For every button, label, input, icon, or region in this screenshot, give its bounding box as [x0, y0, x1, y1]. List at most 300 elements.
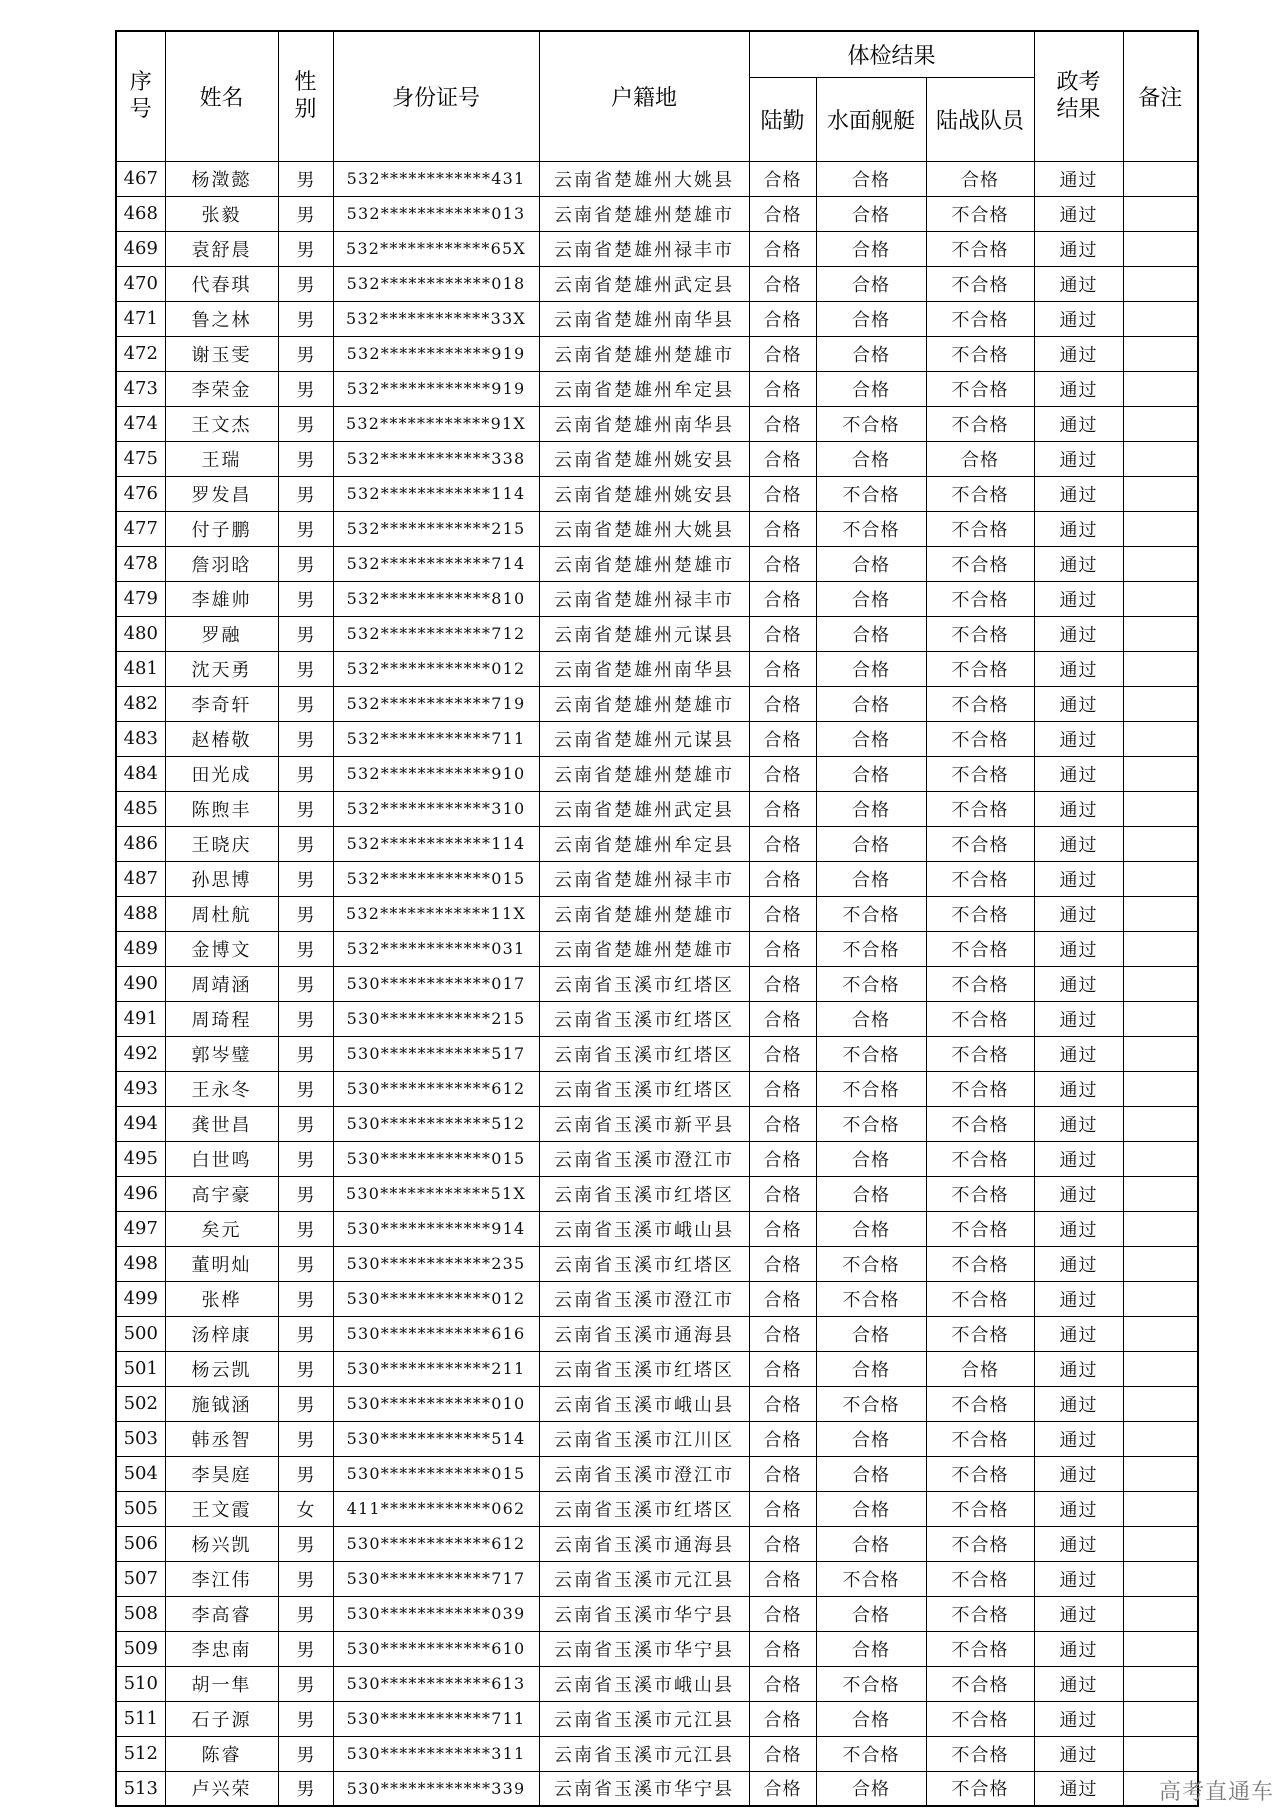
cell-surface-ship: 不合格 [816, 1281, 926, 1316]
cell-remark [1123, 371, 1198, 406]
cell-id-number: 530************039 [333, 1596, 539, 1631]
cell-seq: 474 [116, 406, 165, 441]
cell-name: 张桦 [165, 1281, 278, 1316]
cell-surface-ship: 合格 [816, 231, 926, 266]
cell-land-duty: 合格 [749, 1631, 816, 1666]
table-row [116, 756, 1198, 791]
cell-political: 通过 [1034, 721, 1123, 756]
cell-gender: 男 [278, 1106, 333, 1141]
cell-political: 通过 [1034, 581, 1123, 616]
cell-marine: 不合格 [926, 1736, 1034, 1771]
cell-hukou: 云南省楚雄州禄丰市 [539, 231, 749, 266]
cell-marine: 不合格 [926, 931, 1034, 966]
cell-surface-ship: 合格 [816, 861, 926, 896]
cell-marine: 不合格 [926, 1001, 1034, 1036]
cell-hukou: 云南省楚雄州南华县 [539, 406, 749, 441]
cell-remark [1123, 301, 1198, 336]
cell-name: 陈煦丰 [165, 791, 278, 826]
header-land-duty: 陆勤 [749, 77, 816, 161]
cell-id-number: 532************65X [333, 231, 539, 266]
cell-seq: 471 [116, 301, 165, 336]
table-row [116, 1491, 1198, 1526]
cell-name: 周靖涵 [165, 966, 278, 1001]
cell-hukou: 云南省玉溪市华宁县 [539, 1596, 749, 1631]
cell-id-number: 530************612 [333, 1071, 539, 1106]
cell-name: 李荣金 [165, 371, 278, 406]
cell-seq: 477 [116, 511, 165, 546]
cell-land-duty: 合格 [749, 1421, 816, 1456]
cell-gender: 男 [278, 441, 333, 476]
cell-land-duty: 合格 [749, 546, 816, 581]
cell-land-duty: 合格 [749, 756, 816, 791]
cell-id-number: 530************616 [333, 1316, 539, 1351]
cell-remark [1123, 1386, 1198, 1421]
cell-hukou: 云南省楚雄州大姚县 [539, 161, 749, 196]
cell-seq: 494 [116, 1106, 165, 1141]
cell-land-duty: 合格 [749, 406, 816, 441]
cell-surface-ship: 合格 [816, 196, 926, 231]
cell-marine: 不合格 [926, 791, 1034, 826]
cell-gender: 男 [278, 1176, 333, 1211]
cell-gender: 男 [278, 861, 333, 896]
cell-id-number: 530************017 [333, 966, 539, 1001]
table-row [116, 476, 1198, 511]
cell-hukou: 云南省玉溪市澄江市 [539, 1281, 749, 1316]
cell-remark [1123, 1456, 1198, 1491]
cell-land-duty: 合格 [749, 651, 816, 686]
cell-marine: 不合格 [926, 616, 1034, 651]
cell-hukou: 云南省玉溪市元江县 [539, 1701, 749, 1736]
cell-land-duty: 合格 [749, 441, 816, 476]
cell-hukou: 云南省玉溪市通海县 [539, 1526, 749, 1561]
table-row [116, 1631, 1198, 1666]
cell-political: 通过 [1034, 1141, 1123, 1176]
cell-marine: 不合格 [926, 546, 1034, 581]
cell-seq: 467 [116, 161, 165, 196]
cell-id-number: 532************012 [333, 651, 539, 686]
cell-remark [1123, 1176, 1198, 1211]
cell-id-number: 532************33X [333, 301, 539, 336]
table-row [116, 896, 1198, 931]
cell-land-duty: 合格 [749, 161, 816, 196]
table-row [116, 1421, 1198, 1456]
cell-seq: 510 [116, 1666, 165, 1701]
cell-id-number: 532************910 [333, 756, 539, 791]
cell-political: 通过 [1034, 1036, 1123, 1071]
cell-land-duty: 合格 [749, 1596, 816, 1631]
table-row [116, 406, 1198, 441]
cell-surface-ship: 合格 [816, 721, 926, 756]
cell-seq: 506 [116, 1526, 165, 1561]
cell-surface-ship: 合格 [816, 826, 926, 861]
table-row [116, 1211, 1198, 1246]
cell-remark [1123, 161, 1198, 196]
cell-surface-ship: 合格 [816, 1526, 926, 1561]
cell-political: 通过 [1034, 686, 1123, 721]
cell-remark [1123, 1701, 1198, 1736]
table-row [116, 1316, 1198, 1351]
cell-surface-ship: 合格 [816, 756, 926, 791]
cell-surface-ship: 合格 [816, 1316, 926, 1351]
cell-marine: 不合格 [926, 1421, 1034, 1456]
cell-name: 郭岑璧 [165, 1036, 278, 1071]
cell-seq: 496 [116, 1176, 165, 1211]
cell-political: 通过 [1034, 1071, 1123, 1106]
cell-remark [1123, 1316, 1198, 1351]
cell-gender: 男 [278, 1386, 333, 1421]
cell-political: 通过 [1034, 616, 1123, 651]
cell-land-duty: 合格 [749, 616, 816, 651]
cell-land-duty: 合格 [749, 826, 816, 861]
cell-gender: 男 [278, 1631, 333, 1666]
cell-remark [1123, 1211, 1198, 1246]
cell-remark [1123, 266, 1198, 301]
cell-remark [1123, 721, 1198, 756]
cell-id-number: 532************031 [333, 931, 539, 966]
cell-gender: 男 [278, 581, 333, 616]
cell-land-duty: 合格 [749, 1141, 816, 1176]
cell-seq: 497 [116, 1211, 165, 1246]
cell-gender: 男 [278, 616, 333, 651]
cell-political: 通过 [1034, 1701, 1123, 1736]
table-row [116, 1036, 1198, 1071]
cell-name: 赵椿敬 [165, 721, 278, 756]
cell-hukou: 云南省楚雄州楚雄市 [539, 896, 749, 931]
cell-name: 周琦程 [165, 1001, 278, 1036]
cell-id-number: 532************431 [333, 161, 539, 196]
cell-name: 陈睿 [165, 1736, 278, 1771]
cell-id-number: 530************914 [333, 1211, 539, 1246]
header-marine: 陆战队员 [926, 77, 1034, 161]
cell-land-duty: 合格 [749, 1106, 816, 1141]
cell-political: 通过 [1034, 791, 1123, 826]
cell-name: 高宇豪 [165, 1176, 278, 1211]
cell-seq: 484 [116, 756, 165, 791]
cell-land-duty: 合格 [749, 336, 816, 371]
header-name: 姓名 [165, 31, 278, 161]
cell-id-number: 530************613 [333, 1666, 539, 1701]
cell-gender: 男 [278, 371, 333, 406]
cell-name: 李奇轩 [165, 686, 278, 721]
table-header [116, 31, 1198, 161]
table-row [116, 1176, 1198, 1211]
table-row [116, 1561, 1198, 1596]
cell-name: 孙思博 [165, 861, 278, 896]
table-row [116, 266, 1198, 301]
cell-remark [1123, 1141, 1198, 1176]
cell-seq: 513 [116, 1771, 165, 1806]
cell-political: 通过 [1034, 406, 1123, 441]
cell-id-number: 532************719 [333, 686, 539, 721]
cell-gender: 男 [278, 1316, 333, 1351]
table-row [116, 651, 1198, 686]
header-physical-exam: 体检结果 [749, 31, 1034, 77]
cell-political: 通过 [1034, 1631, 1123, 1666]
cell-land-duty: 合格 [749, 196, 816, 231]
cell-hukou: 云南省玉溪市峨山县 [539, 1666, 749, 1701]
cell-political: 通过 [1034, 1771, 1123, 1806]
cell-surface-ship: 合格 [816, 1421, 926, 1456]
cell-name: 谢玉雯 [165, 336, 278, 371]
cell-political: 通过 [1034, 1596, 1123, 1631]
cell-gender: 男 [278, 546, 333, 581]
cell-name: 王永冬 [165, 1071, 278, 1106]
cell-political: 通过 [1034, 1666, 1123, 1701]
cell-surface-ship: 不合格 [816, 1561, 926, 1596]
cell-remark [1123, 791, 1198, 826]
table-body [116, 161, 1198, 1806]
cell-gender: 男 [278, 476, 333, 511]
cell-id-number: 532************310 [333, 791, 539, 826]
cell-hukou: 云南省玉溪市红塔区 [539, 1036, 749, 1071]
cell-hukou: 云南省楚雄州楚雄市 [539, 336, 749, 371]
cell-remark [1123, 441, 1198, 476]
cell-marine: 不合格 [926, 1106, 1034, 1141]
cell-remark [1123, 1106, 1198, 1141]
cell-surface-ship: 合格 [816, 1491, 926, 1526]
table-row [116, 1526, 1198, 1561]
cell-id-number: 532************114 [333, 476, 539, 511]
cell-surface-ship: 不合格 [816, 476, 926, 511]
cell-political: 通过 [1034, 1246, 1123, 1281]
cell-remark [1123, 546, 1198, 581]
cell-surface-ship: 不合格 [816, 1386, 926, 1421]
cell-political: 通过 [1034, 441, 1123, 476]
cell-hukou: 云南省楚雄州大姚县 [539, 511, 749, 546]
table-row [116, 581, 1198, 616]
cell-political: 通过 [1034, 196, 1123, 231]
cell-id-number: 532************810 [333, 581, 539, 616]
cell-surface-ship: 合格 [816, 1771, 926, 1806]
cell-hukou: 云南省玉溪市通海县 [539, 1316, 749, 1351]
cell-land-duty: 合格 [749, 966, 816, 1001]
cell-surface-ship: 合格 [816, 1631, 926, 1666]
cell-surface-ship: 合格 [816, 546, 926, 581]
table-row [116, 301, 1198, 336]
table-row [116, 721, 1198, 756]
cell-hukou: 云南省楚雄州元谋县 [539, 616, 749, 651]
cell-marine: 不合格 [926, 1596, 1034, 1631]
cell-marine: 不合格 [926, 1036, 1034, 1071]
table-row [116, 511, 1198, 546]
cell-gender: 男 [278, 931, 333, 966]
cell-marine: 合格 [926, 161, 1034, 196]
cell-marine: 不合格 [926, 1701, 1034, 1736]
cell-surface-ship: 合格 [816, 161, 926, 196]
cell-remark [1123, 1071, 1198, 1106]
cell-seq: 498 [116, 1246, 165, 1281]
cell-surface-ship: 不合格 [816, 896, 926, 931]
cell-seq: 500 [116, 1316, 165, 1351]
cell-hukou: 云南省玉溪市华宁县 [539, 1631, 749, 1666]
cell-seq: 507 [116, 1561, 165, 1596]
cell-surface-ship: 合格 [816, 1596, 926, 1631]
cell-land-duty: 合格 [749, 1001, 816, 1036]
cell-name: 代春琪 [165, 266, 278, 301]
cell-id-number: 532************919 [333, 336, 539, 371]
cell-seq: 512 [116, 1736, 165, 1771]
cell-seq: 486 [116, 826, 165, 861]
cell-name: 袁舒晨 [165, 231, 278, 266]
cell-marine: 不合格 [926, 1666, 1034, 1701]
cell-name: 李忠南 [165, 1631, 278, 1666]
cell-hukou: 云南省玉溪市澄江市 [539, 1456, 749, 1491]
cell-seq: 480 [116, 616, 165, 651]
cell-land-duty: 合格 [749, 1176, 816, 1211]
cell-political: 通过 [1034, 336, 1123, 371]
cell-name: 韩丞智 [165, 1421, 278, 1456]
table-row [116, 1771, 1198, 1806]
cell-hukou: 云南省玉溪市元江县 [539, 1736, 749, 1771]
cell-gender: 男 [278, 301, 333, 336]
cell-surface-ship: 合格 [816, 651, 926, 686]
cell-id-number: 530************517 [333, 1036, 539, 1071]
cell-remark [1123, 1491, 1198, 1526]
cell-marine: 不合格 [926, 231, 1034, 266]
cell-surface-ship: 不合格 [816, 511, 926, 546]
cell-remark [1123, 196, 1198, 231]
cell-marine: 不合格 [926, 581, 1034, 616]
cell-id-number: 411************062 [333, 1491, 539, 1526]
cell-political: 通过 [1034, 1001, 1123, 1036]
cell-remark [1123, 1246, 1198, 1281]
cell-marine: 不合格 [926, 1386, 1034, 1421]
cell-political: 通过 [1034, 1211, 1123, 1246]
cell-hukou: 云南省玉溪市华宁县 [539, 1771, 749, 1806]
cell-seq: 493 [116, 1071, 165, 1106]
cell-seq: 491 [116, 1001, 165, 1036]
cell-gender: 男 [278, 511, 333, 546]
cell-political: 通过 [1034, 1386, 1123, 1421]
cell-political: 通过 [1034, 1281, 1123, 1316]
cell-remark [1123, 1561, 1198, 1596]
watermark-text: 高考直通车 [1158, 1780, 1274, 1805]
table-row [116, 336, 1198, 371]
cell-political: 通过 [1034, 1561, 1123, 1596]
cell-seq: 509 [116, 1631, 165, 1666]
cell-remark [1123, 1736, 1198, 1771]
cell-id-number: 532************714 [333, 546, 539, 581]
cell-hukou: 云南省玉溪市红塔区 [539, 1001, 749, 1036]
table-row [116, 161, 1198, 196]
table-row [116, 1736, 1198, 1771]
cell-land-duty: 合格 [749, 476, 816, 511]
table-row [116, 686, 1198, 721]
cell-remark [1123, 966, 1198, 1001]
cell-surface-ship: 不合格 [816, 931, 926, 966]
cell-surface-ship: 合格 [816, 371, 926, 406]
cell-seq: 499 [116, 1281, 165, 1316]
cell-seq: 483 [116, 721, 165, 756]
cell-gender: 男 [278, 826, 333, 861]
cell-remark [1123, 476, 1198, 511]
cell-surface-ship: 不合格 [816, 1106, 926, 1141]
cell-name: 董明灿 [165, 1246, 278, 1281]
header-surface-ship: 水面舰艇 [816, 77, 926, 161]
cell-name: 杨兴凯 [165, 1526, 278, 1561]
cell-seq: 490 [116, 966, 165, 1001]
cell-name: 张毅 [165, 196, 278, 231]
cell-surface-ship: 合格 [816, 791, 926, 826]
cell-political: 通过 [1034, 546, 1123, 581]
table-row [116, 371, 1198, 406]
cell-name: 李高睿 [165, 1596, 278, 1631]
cell-id-number: 530************012 [333, 1281, 539, 1316]
cell-marine: 不合格 [926, 651, 1034, 686]
cell-hukou: 云南省楚雄州元谋县 [539, 721, 749, 756]
cell-land-duty: 合格 [749, 861, 816, 896]
cell-gender: 男 [278, 1561, 333, 1596]
cell-gender: 男 [278, 896, 333, 931]
cell-land-duty: 合格 [749, 371, 816, 406]
table-row [116, 1281, 1198, 1316]
cell-hukou: 云南省玉溪市新平县 [539, 1106, 749, 1141]
cell-marine: 不合格 [926, 1141, 1034, 1176]
cell-marine: 不合格 [926, 301, 1034, 336]
cell-name: 罗融 [165, 616, 278, 651]
cell-surface-ship: 合格 [816, 616, 926, 651]
cell-remark [1123, 1596, 1198, 1631]
cell-remark [1123, 861, 1198, 896]
table-row [116, 1386, 1198, 1421]
cell-land-duty: 合格 [749, 1771, 816, 1806]
cell-land-duty: 合格 [749, 1281, 816, 1316]
cell-gender: 男 [278, 1211, 333, 1246]
cell-gender: 男 [278, 721, 333, 756]
cell-gender: 男 [278, 1001, 333, 1036]
cell-political: 通过 [1034, 1526, 1123, 1561]
cell-surface-ship: 合格 [816, 1141, 926, 1176]
table-row [116, 1351, 1198, 1386]
cell-hukou: 云南省玉溪市红塔区 [539, 1351, 749, 1386]
cell-remark [1123, 1421, 1198, 1456]
cell-surface-ship: 不合格 [816, 406, 926, 441]
cell-gender: 男 [278, 1736, 333, 1771]
cell-seq: 482 [116, 686, 165, 721]
cell-political: 通过 [1034, 931, 1123, 966]
cell-land-duty: 合格 [749, 1351, 816, 1386]
cell-seq: 503 [116, 1421, 165, 1456]
cell-hukou: 云南省楚雄州姚安县 [539, 476, 749, 511]
cell-remark [1123, 1001, 1198, 1036]
cell-land-duty: 合格 [749, 581, 816, 616]
table-row [116, 791, 1198, 826]
cell-id-number: 532************013 [333, 196, 539, 231]
cell-id-number: 532************91X [333, 406, 539, 441]
cell-gender: 男 [278, 756, 333, 791]
cell-marine: 不合格 [926, 1071, 1034, 1106]
cell-name: 杨澂懿 [165, 161, 278, 196]
cell-seq: 505 [116, 1491, 165, 1526]
cell-gender: 男 [278, 791, 333, 826]
cell-land-duty: 合格 [749, 1736, 816, 1771]
cell-id-number: 530************015 [333, 1141, 539, 1176]
cell-id-number: 530************010 [333, 1386, 539, 1421]
table-row [116, 546, 1198, 581]
table-row [116, 861, 1198, 896]
cell-name: 付子鹏 [165, 511, 278, 546]
cell-surface-ship: 不合格 [816, 1071, 926, 1106]
cell-seq: 473 [116, 371, 165, 406]
cell-marine: 不合格 [926, 1526, 1034, 1561]
cell-land-duty: 合格 [749, 301, 816, 336]
cell-marine: 不合格 [926, 371, 1034, 406]
cell-marine: 不合格 [926, 1246, 1034, 1281]
cell-seq: 501 [116, 1351, 165, 1386]
cell-gender: 男 [278, 1771, 333, 1806]
cell-hukou: 云南省玉溪市红塔区 [539, 966, 749, 1001]
cell-land-duty: 合格 [749, 1246, 816, 1281]
